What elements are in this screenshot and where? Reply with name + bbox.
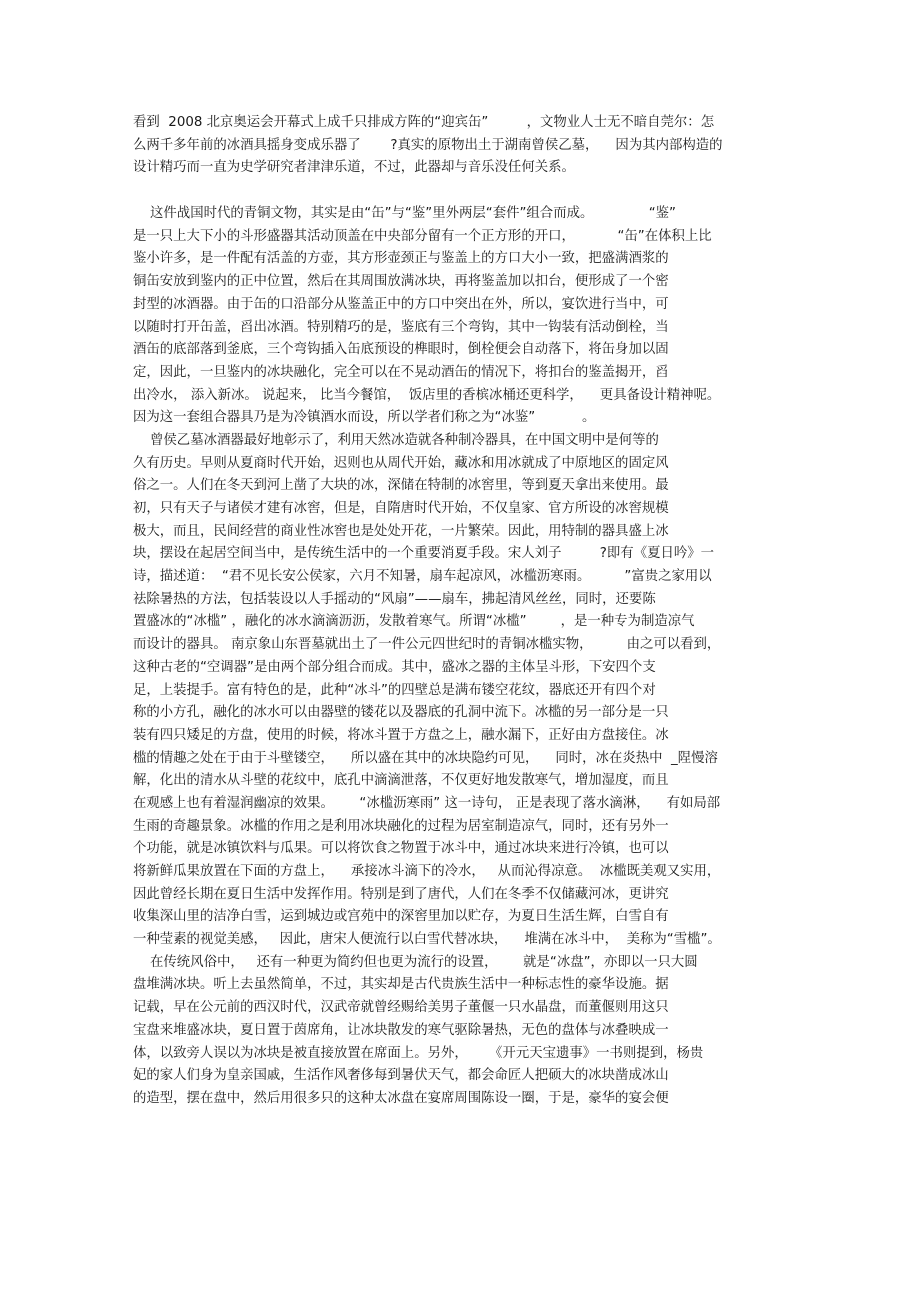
text-line: 这件战国时代的青铜文物，其实是由“缶”与“鉴”里外两层“套件”组合而成。 “鉴” bbox=[133, 206, 676, 222]
text-line: 是一只上大下小的斗形盛器其活动顶盖在中央部分留有一个正方形的开口， “缶”在体积上比 bbox=[133, 228, 712, 244]
text-line: 酒缶的底部落到釜底，三个弯钩插入缶底预设的榫眼时，倒栓便会自动落下，将缶身加以固 bbox=[133, 342, 669, 358]
text-line: 槛的情趣之处在于由于斗壁镂空， 所以盛在其中的冰块隐约可见， 同时，冰在炎热中 _陧慢溶 bbox=[133, 750, 718, 766]
text-line: 定，因此，一旦鉴内的冰块融化，完全可以在不晃动酒缶的情况下，将扣台的鉴盖揭开，舀 bbox=[133, 364, 669, 380]
text-line: 以随时打开缶盖，舀出冰酒。特别精巧的是，鉴底有三个弯钩，其中一钩装有活动倒栓，当 bbox=[133, 319, 669, 335]
text-line: 在观感上也有着湿润幽凉的效果。 “冰槛沥寒雨” 这一诗句， 正是表现了落水滴淋， 有如局部 bbox=[133, 795, 721, 811]
text-line: 妃的家人们身为皇亲国戚，生活作风奢侈每到暑伏天气，都会命匠人把硕大的冰块凿成冰山 bbox=[133, 1068, 669, 1084]
text-line: 生雨的奇趣景象。冰槛的作用之是利用冰块融化的过程为居室制造凉气，同时，还有另外一 bbox=[133, 818, 669, 834]
text-line: 铜缶安放到鉴内的正中位置，然后在其周围放满冰块，再将鉴盖加以扣台，便形成了一个密 bbox=[133, 274, 669, 290]
text-line: 一种莹素的视觉美感， 因此，唐宋人便流行以白雪代替冰块， 堆满在冰斗中， 美称为“雪槛”。 bbox=[133, 932, 721, 948]
text-line: 足，上装提手。富有特色的是，此种“冰斗”的四壁总是满布镂空花纹，器底还开有四个对 bbox=[133, 682, 656, 698]
paragraph-gap bbox=[133, 180, 793, 203]
text-line: 置盛冰的“冰槛” ，融化的冰水滴滴沥沥，发散着寒气。所谓“冰槛” ，是一种专为制造凉气 bbox=[133, 614, 695, 630]
text-line: 初，只有天子与诸侯才建有冰窖，但是，自隋唐时代开始，不仅皇家、官方所设的冰窖规模 bbox=[133, 501, 669, 516]
text-line: 这种古老的“空调器”是由两个部分组合而成。其中，盛冰之器的主体呈斗形，下安四个支 bbox=[133, 659, 656, 675]
text-line: 么两千多年前的冰酒具摇身变成乐器了 ?真实的原物出土于湖南曾侯乙墓， 因为其内部构造的 bbox=[133, 137, 723, 153]
text-line: 曾侯乙墓冰酒器最好地彰示了，利用天然冰造就各种制冷器具，在中国文明中是何等的 bbox=[133, 432, 659, 448]
text-line: 称的小方孔，融化的冰水可以由器壁的镂花以及器底的孔洞中流下。冰槛的另一部分是一只 bbox=[133, 705, 669, 721]
text-line: 久有历史。早则从夏商时代开始，迟则也从周代开始，藏冰和用冰就成了中原地区的固定风 bbox=[133, 455, 669, 471]
document-body bbox=[133, 112, 793, 1111]
text-line: 极大，而且，民间经营的商业性冰窖也是处处开花，一片繁荣。因此，用特制的器具盛上冰 bbox=[133, 523, 669, 539]
text-line: 因此曾经长期在夏日生活中发挥作用。特别是到了唐代，人们在冬季不仅储藏河冰，更讲究 bbox=[133, 886, 669, 902]
text-line: 诗，描述道： “君不见长安公侯家，六月不知暑，扇车起凉风，冰槛沥寒雨。 ”富贵之家用以 bbox=[133, 569, 712, 585]
text-line: 祛除暑热的方法，包括装设以人手摇动的“风扇”——扇车，拂起清风丝丝，同时，还要陈 bbox=[133, 591, 656, 607]
text-line: 个功能，就是冰镇饮料与瓜果。可以将饮食之物置于冰斗中，通过冰块来进行冷镇，也可以 bbox=[133, 841, 669, 857]
text-line: 盘堆满冰块。听上去虽然简单，不过，其实却是古代贵族生活中一种标志性的豪华设施。据 bbox=[133, 977, 669, 993]
text-line: 的造型，摆在盘中，然后用很多只的这种太冰盘在宴席周围陈设一圈，于是，豪华的宴会便 bbox=[133, 1090, 669, 1106]
text-line: 收集深山里的洁净白雪，运到城边或宫苑中的深窖里加以贮存，为夏日生活生辉，白雪自有 bbox=[133, 909, 669, 925]
text-line: 体，以致旁人误以为冰块是被直接放置在席面上。另外， 《开元天宝遗事》一书则提到，杨贵 bbox=[133, 1045, 704, 1061]
text-line: 在传统风俗中， 还有一种更为简约但也更为流行的设置， 就是“冰盘”，亦即以一只大圆 bbox=[133, 954, 698, 970]
text-line: 看到 2008 北京奥运会开幕式上成千只排成方阵的“迎宾缶” ，文物业人士无不暗自莞尔：怎 bbox=[133, 115, 715, 130]
text-line: 出冷水， 添入新冰。 说起来， 比当今餐馆， 饭店里的香槟冰桶还更科学， 更具备设计精神呢。 bbox=[133, 387, 721, 403]
text-line: 装有四只矮足的方盘，使用的时候，将冰斗置于方盘之上，融水漏下，正好由方盘接住。冰 bbox=[133, 727, 669, 743]
text-line: 解，化出的清水从斗壁的花纹中，底孔中滴滴泄落，不仅更好地发散寒气，增加湿度，而且 bbox=[133, 773, 669, 789]
text-line: 因为这一套组合器具乃是为冷镇酒水而设，所以学者们称之为“冰鉴” 。 bbox=[133, 410, 596, 426]
intro-paragraph bbox=[133, 112, 793, 180]
text-line: 块，摆设在起居空间当中，是传统生活中的一个重要消夏手段。宋人刘子 ?即有《夏日吟》一 bbox=[133, 546, 715, 562]
text-line: 而设计的器具。 南京象山东晋墓就出土了一件公元四世纪时的青铜冰槛实物， 由之可以看到， bbox=[133, 637, 721, 653]
main-paragraphs bbox=[133, 203, 793, 1111]
text-line: 宝盘来堆盛冰块，夏日置于茵席角，让冰块散发的寒气驱除暑热，无色的盘体与冰叠映成一 bbox=[133, 1022, 669, 1038]
text-line: 俗之一。人们在冬天到河上凿了大块的冰，深储在特制的冰窖里，等到夏天拿出来使用。最 bbox=[133, 478, 669, 494]
text-line: 记载，早在公元前的西汉时代，汉武帝就曾经赐给美男子董偃一只水晶盘，而董偃则用这只 bbox=[133, 1000, 669, 1016]
text-line: 鉴小许多，是一件配有活盖的方壶，其方形壶颈正与鉴盖上的方口大小一致，把盛满酒浆的 bbox=[133, 251, 669, 267]
text-line: 设计精巧而一直为史学研究者津津乐道，不过，此器却与音乐没任何关系。 bbox=[133, 160, 575, 176]
text-line: 封型的冰酒器。由于缶的口沿部分从鉴盖正中的方口中突出在外，所以，宴饮进行当中，可 bbox=[133, 296, 669, 312]
text-line: 将新鲜瓜果放置在下面的方盘上， 承接冰斗滴下的冷水， 从而沁得凉意。 冰槛既美观又实用， bbox=[133, 864, 721, 879]
